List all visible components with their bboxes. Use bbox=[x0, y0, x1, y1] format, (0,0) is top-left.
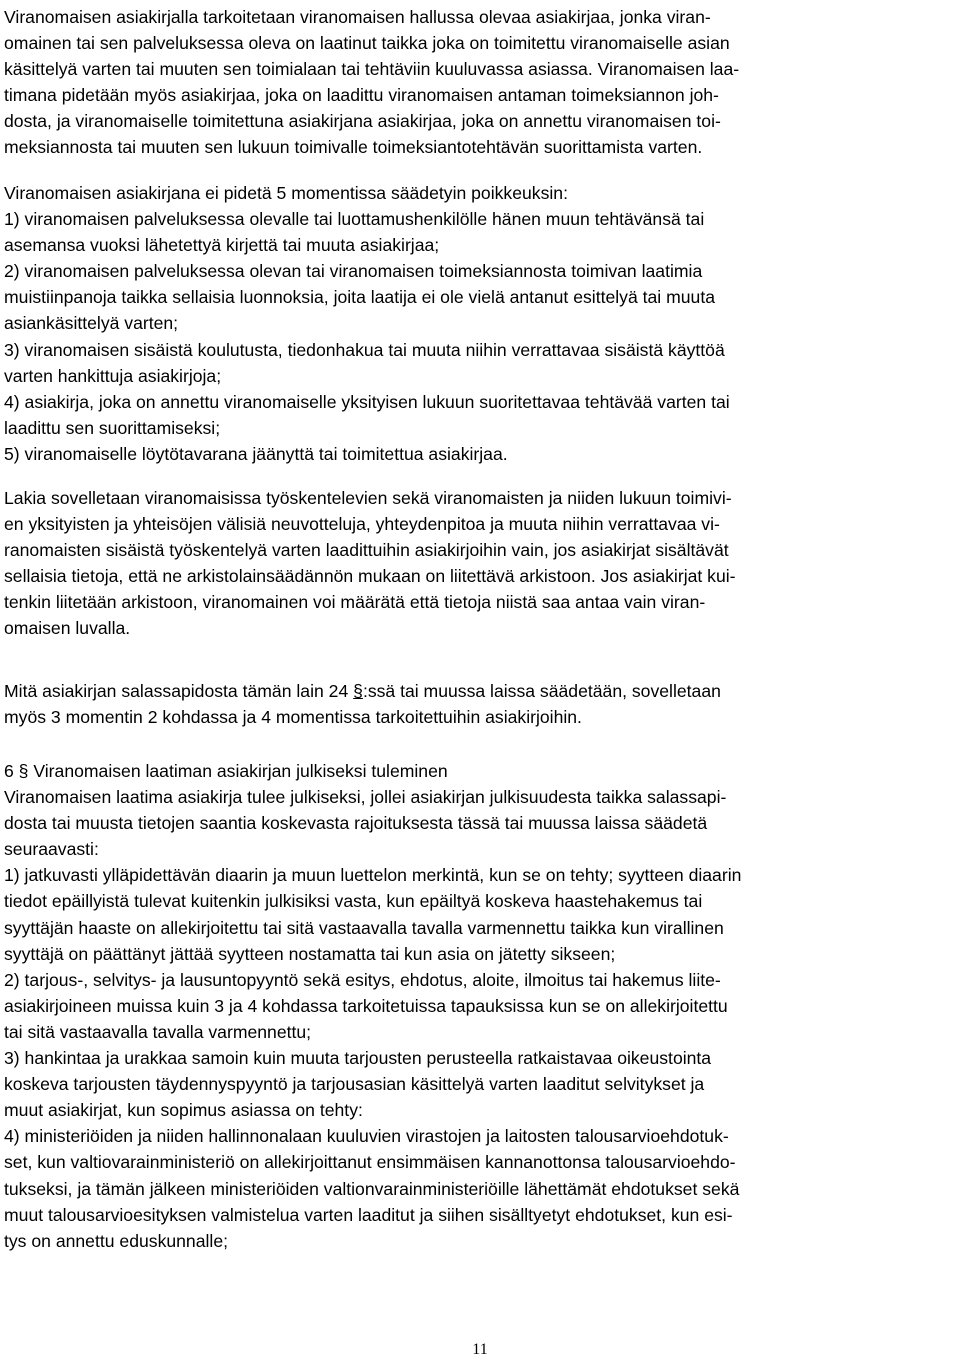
paragraph-scope bbox=[4, 485, 956, 642]
text-line: käsittelyä varten tai muuten sen toimialaan tai tehtäviin kuuluvassa asiassa. Viranomaisen laa- bbox=[4, 59, 740, 80]
text-line: timana pidetään myös asiakirjaa, joka on laadittu viranomaisen antaman toimeksiannon joh- bbox=[4, 85, 719, 106]
text-line: ranomaisten sisäistä työskentelyä varten laadittuihin asiakirjoihin vain, jos asiakirjat sisältävät bbox=[4, 540, 729, 561]
text-line: Lakia sovelletaan viranomaisissa työskentelevien sekä viranomaisten ja niiden lukuun toimivi- bbox=[4, 488, 732, 508]
text-fragment: :ssä tai muussa laissa säädetään, sovelletaan bbox=[362, 681, 721, 701]
section-heading: 6 § Viranomaisen laatiman asiakirjan julkiseksi tuleminen bbox=[4, 761, 448, 781]
text-line: 2) tarjous-, selvitys- ja lausuntopyyntö sekä esitys, ehdotus, aloite, ilmoitus tai hakemus liite- bbox=[4, 969, 721, 990]
text-line: 4) ministeriöiden ja niiden hallinnonalaan kuuluvien virastojen ja laitosten talousarvioehdotuk- bbox=[4, 1126, 729, 1147]
text-line: 2) viranomaisen palveluksessa olevan tai viranomaisen toimeksiannosta toimivan laatimia bbox=[4, 261, 703, 282]
text-line: tiedot epäillyistä tulevat kuitenkin julkisiksi vasta, kun epäiltyä koskeva haastehakemus tai bbox=[4, 891, 703, 912]
section-symbol-link[interactable]: § bbox=[353, 681, 363, 701]
text-line: Viranomaisen asiakirjalla tarkoitetaan viranomaisen hallussa olevaa asiakirjaa, jonka viran- bbox=[4, 7, 711, 27]
text-line: asemansa vuoksi lähetettyä kirjettä tai muuta asiakirjaa; bbox=[4, 235, 440, 256]
text-line bbox=[4, 678, 956, 704]
text-line: 3) hankintaa ja urakkaa samoin kuin muuta tarjousten perusteella ratkaistavaa oikeustointa bbox=[4, 1048, 712, 1069]
text-line: muut talousarvioesityksen valmistelua varten laaditut ja siihen sisälltyetyt ehdotukset, kun esi- bbox=[4, 1204, 733, 1225]
text-line: dosta, ja viranomaiselle toimitettuna asiakirjana asiakirjaa, joka on annettu viranomaisen toi- bbox=[4, 111, 721, 132]
text-line: 5) viranomaiselle löytötavarana jäänyttä tai toimitettua asiakirjaa. bbox=[4, 443, 508, 464]
text-line: Viranomaisen laatima asiakirja tulee julkiseksi, jollei asiakirjan julkisuudesta taikka salassapi- bbox=[4, 787, 727, 808]
page-number: 11 bbox=[472, 1341, 488, 1358]
text-line: muistiinpanoja taikka sellaisia luonnoksia, joita laatija ei ole vielä antanut esittelyä tai muuta bbox=[4, 287, 716, 308]
text-line: tys on annettu eduskunnalle; bbox=[4, 1230, 228, 1251]
text-fragment: Mitä asiakirjan salassapidosta tämän lain 24 bbox=[4, 681, 354, 701]
text-line: dosta tai muusta tietojen saantia koskevasta rajoituksesta tässä tai muussa laissa säädetä bbox=[4, 813, 708, 834]
text-line: tai sitä vastaavalla tavalla varmennettu; bbox=[4, 1021, 312, 1042]
text-line: varten hankittuja asiakirjoja; bbox=[4, 365, 222, 386]
section-6 bbox=[4, 758, 956, 1254]
text-line: muut asiakirjat, kun sopimus asiassa on tehty: bbox=[4, 1100, 363, 1121]
text-line: tenkin liitetään arkistoon, viranomainen voi määrätä että tietoja niistä saa antaa vain viran- bbox=[4, 592, 706, 613]
text-line: seuraavasti: bbox=[4, 839, 99, 860]
text-line: syyttäjän haaste on allekirjoitettu tai sitä vastaavalla tavalla varmennettu taikka kun virallinen bbox=[4, 917, 724, 938]
text-line: asiakirjoineen muissa kuin 3 ja 4 kohdassa tarkoitetuissa tapauksissa kun se on allekirjoitettu bbox=[4, 995, 728, 1016]
text-line: koskeva tarjousten täydennyspyyntö ja tarjousasian käsittelyä varten laaditut selvitykset ja bbox=[4, 1074, 705, 1095]
text-line: Viranomaisen asiakirjana ei pidetä 5 momentissa säädetyin poikkeuksin: bbox=[4, 183, 568, 203]
paragraph-confidentiality bbox=[4, 678, 956, 730]
text-line: sellaisia tietoja, että ne arkistolainsäädännön mukaan on liitettävä arkistoon. Jos asiakirjat kui- bbox=[4, 566, 736, 587]
text-line: syyttäjä on päättänyt jättää syytteen nostamatta tai kun asia on jätetty sikseen; bbox=[4, 943, 616, 964]
text-line: 1) viranomaisen palveluksessa olevalle tai luottamushenkilölle hänen muun tehtävänsä tai bbox=[4, 209, 705, 230]
text-line: en yksityisten ja yhteisöjen välisiä neuvotteluja, yhteydenpitoa ja muuta niihin verrattavaa vi- bbox=[4, 514, 720, 535]
text-line: omaisen luvalla. bbox=[4, 618, 131, 639]
text-line: 1) jatkuvasti ylläpidettävän diaarin ja muun luettelon merkintä, kun se on tehty; syytteen diaarin bbox=[4, 865, 742, 886]
text-line: tukseksi, ja tämän jälkeen ministeriöiden valtionvarainministeriöille lähettämät ehdotukset sekä bbox=[4, 1178, 740, 1199]
text-line: myös 3 momentin 2 kohdassa ja 4 momentissa tarkoitettuihin asiakirjoihin. bbox=[4, 707, 582, 728]
text-line: meksiannosta tai muuten sen lukuun toimivalle toimeksiantotehtävän suorittamista varten. bbox=[4, 137, 703, 158]
text-line: 4) asiakirja, joka on annettu viranomaiselle yksityisen lukuun suoritettavaa tehtävää varten tai bbox=[4, 391, 730, 412]
text-line: set, kun valtiovarainministeriö on allekirjoittanut ensimmäisen kannanottonsa talousarvioehdo- bbox=[4, 1152, 736, 1173]
paragraph-definition bbox=[4, 4, 956, 161]
text-line: 3) viranomaisen sisäistä koulutusta, tiedonhakua tai muuta niihin verrattavaa sisäistä käyttöä bbox=[4, 339, 725, 360]
text-line: asiankäsittelyä varten; bbox=[4, 313, 179, 334]
text-line: laadittu sen suorittamiseksi; bbox=[4, 417, 221, 438]
text-line: omainen tai sen palveluksessa oleva on laatinut taikka joka on toimitettu viranomaiselle asian bbox=[4, 33, 730, 54]
paragraph-exceptions bbox=[4, 180, 956, 467]
